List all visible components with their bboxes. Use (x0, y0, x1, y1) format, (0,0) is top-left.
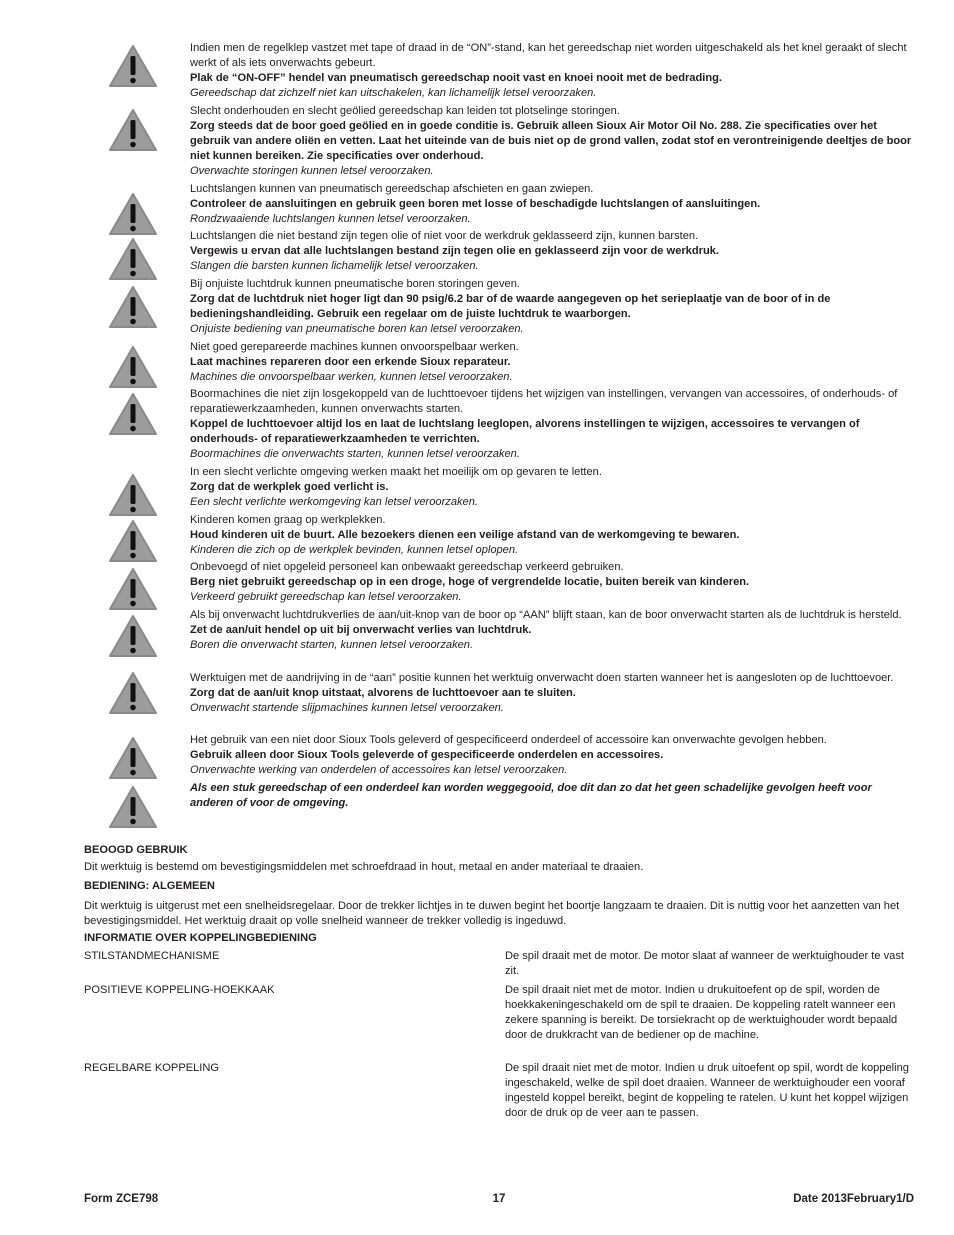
instruction-text: Zet de aan/uit hendel op uit bij onverwacht verlies van luchtdruk. (190, 624, 532, 637)
clutch-term-label: POSITIEVE KOPPELING-HOEKKAAK (84, 984, 275, 996)
instruction-text: Zorg dat de werkplek goed verlicht is. (190, 481, 389, 494)
consequence-text: Boormachines die onverwachts starten, kunnen letsel veroorzaken. (190, 448, 520, 461)
warning-triangle-icon (108, 671, 158, 715)
hazard-text: Indien men de regelklep vastzet met tape of draad in de “ON”-stand, kan het gereedschap niet worden uitgeschakeld als het knel geraakt of slecht werkt of als iets onverwachts gebeurt. (190, 42, 907, 70)
warning-text (190, 104, 912, 179)
warning-triangle-icon (108, 44, 158, 88)
consequence-text: Machines die onvoorspelbaar werken, kunnen letsel veroorzaken. (190, 371, 513, 384)
operation-section (84, 879, 914, 929)
hazard-text: Luchtslangen kunnen van pneumatisch gereedschap afschieten en gaan zwiepen. (190, 183, 594, 195)
instruction-text: Plak de “ON-OFF” hendel van pneumatisch gereedschap nooit vast en knoei nooit met de bedrading. (190, 72, 722, 85)
instruction-text: Berg niet gebruikt gereedschap op in een droge, hoge of vergrendelde locatie, buiten bereik van kinderen. (190, 576, 750, 589)
instruction-text: Laat machines repareren door een erkende Sioux reparateur. (190, 356, 511, 369)
clutch-description: De spil draait met de motor. De motor slaat af wanneer de werktuighouder te vast zit. (505, 950, 904, 978)
warning-text (190, 671, 912, 716)
consequence-text: Overwachte storingen kunnen letsel veroorzaken. (190, 165, 434, 178)
consequence-text: Gereedschap dat zichzelf niet kan uitschakelen, kan lichamelijk letsel veroorzaken. (190, 87, 597, 100)
instruction-text: Zorg dat de aan/uit knop uitstaat, alvorens de luchttoevoer aan te sluiten. (190, 687, 576, 700)
intended-use-section (84, 843, 914, 875)
hazard-text: Luchtslangen die niet bestand zijn tegen olie of niet voor de werkdruk geklasseerd zijn, kunnen barsten. (190, 230, 699, 242)
hazard-text: In een slecht verlichte omgeving werken maakt het moeilijk om op gevaren te letten. (190, 466, 602, 478)
warning-triangle-icon (108, 473, 158, 517)
instruction-text: Houd kinderen uit de buurt. Alle bezoekers dienen een veilige afstand van de werkomgeving te bewaren. (190, 529, 740, 542)
warning-triangle-icon (108, 285, 158, 329)
instruction-text: Zorg dat de luchtdruk niet hoger ligt dan 90 psig/6.2 bar of de waarde aangegeven op het serieplaatje van de boor of in de bedieningshandleiding. Gebruik een regelaar om de juiste luchtdruk te waarborgen. (190, 293, 831, 321)
instruction-text: Koppel de luchttoevoer altijd los en laat de luchtslang leeglopen, alvorens instellingen te wijzigen, accessoires te vervangen of onderhouds- of reparatiewerkzaamheden te verrichten. (190, 418, 860, 446)
clutch-description: De spil draait niet met de motor. Indien u druk uitoefent op spil, wordt de koppeling ingeschakeld, welke de spil doet draaien. Wanneer de werktuighouder een vooraf ingesteld koppel bereikt, begint de koppeling te ratelen. U kunt het koppel wijzigen door de druk op de veer aan te passen. (505, 1062, 909, 1120)
section-text: Dit werktuig is uitgerust met een snelheidsregelaar. Door de trekker lichtjes in te duwen begint het boortje langzaam te draaien. Dit is nuttig voor het aanzetten van het bevestigingsmiddel. Het werktuig draait op volle snelheid wanneer de trekker volledig is ingeduwd. (84, 900, 900, 928)
warning-text (190, 608, 912, 653)
clutch-term-label: REGELBARE KOPPELING (84, 1062, 220, 1074)
warning-triangle-icon (108, 614, 158, 658)
section-text: Dit werktuig is bestemd om bevestigingsmiddelen met schroefdraad in hout, metaal en ander materiaal te draaien. (84, 861, 644, 874)
warning-text (190, 387, 912, 462)
hazard-text: Slecht onderhouden en slecht geölied gereedschap kan leiden tot plotselinge storingen. (190, 105, 620, 117)
page-number: 17 (492, 1193, 506, 1205)
instruction-text: Gebruik alleen door Sioux Tools geleverde of gespecificeerde onderdelen en accessoires. (190, 749, 664, 762)
instruction-text: Zorg steeds dat de boor goed geölied en in goede conditie is. Gebruik alleen Sioux Air Motor Oil No. 288. Zie specificaties over het gebruik van andere oliën en vetten. Laat het uiteinde van de buis niet op de grond vallen, zodat stof en verontreinigende deeltjes de boor niet kunnen bereiken. Zie specificaties over onderhoud. (190, 120, 912, 163)
consequence-text: Onverwacht startende slijpmachines kunnen letsel veroorzaken. (190, 702, 504, 715)
warning-triangle-icon (108, 519, 158, 563)
warning-text (190, 41, 912, 101)
disposal-text: Als een stuk gereedschap of een onderdeel kan worden weggegooid, doe dit dan zo dat het geen schadelijke gevolgen heeft voor anderen of voor de omgeving. (190, 782, 872, 810)
warning-triangle-icon (108, 567, 158, 611)
warning-triangle-icon (108, 785, 158, 829)
hazard-text: Onbevoegd of niet opgeleid personeel kan onbewaakt gereedschap verkeerd gebruiken. (190, 561, 624, 573)
section-heading: INFORMATIE OVER KOPPELINGBEDIENING (84, 932, 317, 944)
warning-text (190, 560, 912, 605)
section-heading: BEOOGD GEBRUIK (84, 844, 188, 856)
clutch-term (84, 1061, 502, 1076)
warning-text (190, 781, 912, 811)
consequence-text: Slangen die barsten kunnen lichamelijk letsel veroorzaken. (190, 260, 479, 273)
clutch-term (84, 949, 502, 964)
consequence-text: Onjuiste bediening van pneumatische boren kan letsel veroorzaken. (190, 323, 524, 336)
warning-triangle-icon (108, 392, 158, 436)
warning-triangle-icon (108, 736, 158, 780)
clutch-section-heading (84, 931, 914, 946)
warning-text (190, 229, 912, 274)
warning-triangle-icon (108, 237, 158, 281)
consequence-text: Boren die onverwacht starten, kunnen letsel veroorzaken. (190, 639, 474, 652)
warning-triangle-icon (108, 345, 158, 389)
warning-text (190, 513, 912, 558)
consequence-text: Verkeerd gebruikt gereedschap kan letsel veroorzaken. (190, 591, 462, 604)
hazard-text: Bij onjuiste luchtdruk kunnen pneumatische boren storingen geven. (190, 278, 520, 290)
document-date: Date 2013February1/D (793, 1193, 914, 1205)
warning-text (190, 340, 912, 385)
warning-triangle-icon (108, 192, 158, 236)
instruction-text: Controleer de aansluitingen en gebruik geen boren met losse of beschadigde luchtslangen of aansluitingen. (190, 198, 761, 211)
consequence-text: Rondzwaaiende luchtslangen kunnen letsel veroorzaken. (190, 213, 471, 226)
hazard-text: Het gebruik van een niet door Sioux Tools geleverd of gespecificeerd onderdeel of accessoire kan onverwachte gevolgen hebben. (190, 734, 827, 746)
instruction-text: Vergewis u ervan dat alle luchtslangen bestand zijn tegen olie en geklasseerd zijn voor de werkdruk. (190, 245, 719, 258)
hazard-text: Boormachines die niet zijn losgekoppeld van de luchttoevoer tijdens het wijzigen van instellingen, vervangen van accessoires, of onderhouds- of reparatiewerkzaamheden, kunnen onverwachts starten. (190, 388, 898, 416)
hazard-text: Kinderen komen graag op werkplekken. (190, 514, 386, 526)
consequence-text: Een slecht verlichte werkomgeving kan letsel veroorzaken. (190, 496, 478, 509)
hazard-text: Als bij onverwacht luchtdrukverlies de aan/uit-knop van de boor op “AAN” blijft staan, kan de boor onverwacht starten als de luchtdruk is hersteld. (190, 609, 902, 621)
hazard-text: Niet goed gerepareerde machines kunnen onvoorspelbaar werken. (190, 341, 519, 353)
clutch-term (84, 983, 502, 998)
warning-triangle-icon (108, 108, 158, 152)
section-heading: BEDIENING: ALGEMEEN (84, 880, 215, 892)
warning-text (190, 465, 912, 510)
clutch-term-label: STILSTANDMECHANISME (84, 950, 220, 962)
hazard-text: Werktuigen met de aandrijving in de “aan” positie kunnen het werktuig onverwacht doen starten wanneer het is aangesloten op de luchttoevoer. (190, 672, 894, 684)
warning-text (190, 277, 912, 337)
consequence-text: Kinderen die zich op de werkplek bevinden, kunnen letsel oplopen. (190, 544, 519, 557)
warning-text (190, 733, 912, 778)
form-number: Form ZCE798 (84, 1193, 159, 1205)
warning-text (190, 182, 912, 227)
consequence-text: Onverwachte werking van onderdelen of accessoires kan letsel veroorzaken. (190, 764, 568, 777)
clutch-description: De spil draait niet met de motor. Indien u drukuitoefent op de spil, worden de hoekkakeningeschakeld om de spil te draaien. De koppeling ratelt wanneer een zekere spanning is bereikt. De torsiekracht op de werktuighouder wordt bepaald door de drukkracht van de bediener op de machine. (505, 984, 898, 1042)
